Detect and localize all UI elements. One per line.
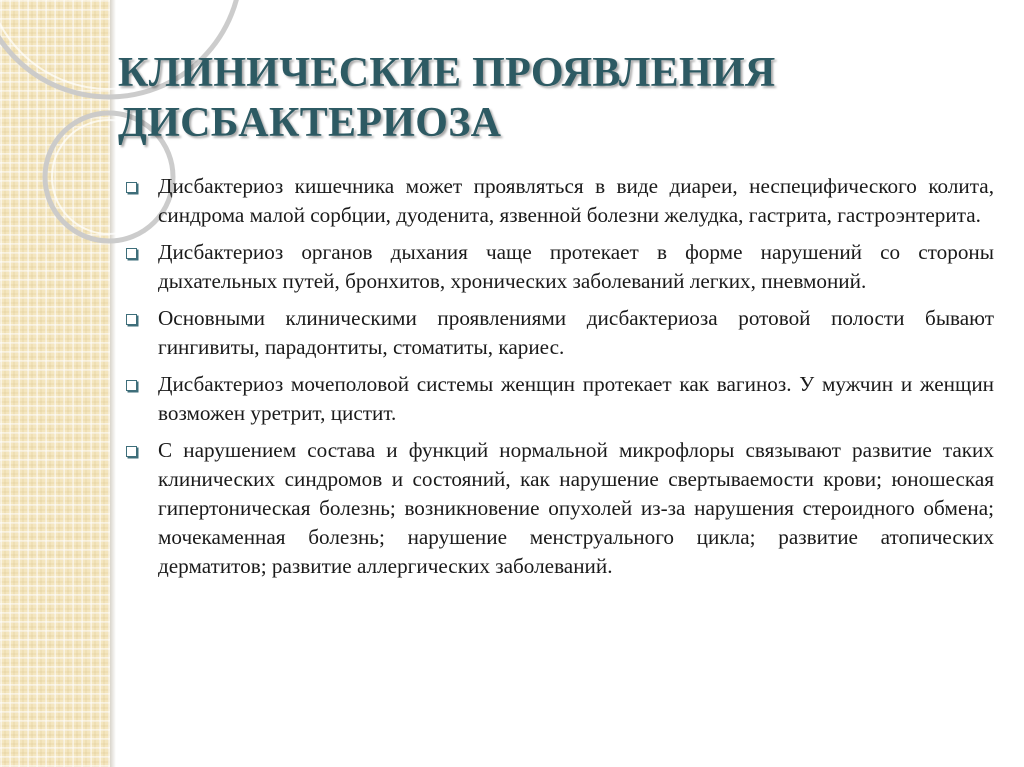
bullet-list (126, 172, 994, 589)
list-item-text: Дисбактериоз мочеполовой системы женщин протекает как вагиноз. У мужчин и женщин возможен уретрит, цистит. (158, 372, 994, 425)
list-item (126, 304, 994, 362)
list-item-text: Дисбактериоз органов дыхания чаще протекает в форме нарушений со стороны дыхательных путей, бронхитов, хронических заболеваний легких, пневмоний. (158, 240, 994, 293)
page-title (118, 48, 998, 148)
square-bullet-icon (126, 446, 137, 457)
list-item (126, 370, 994, 428)
square-bullet-icon (126, 314, 137, 325)
square-bullet-icon (126, 380, 137, 391)
square-bullet-icon (126, 182, 137, 193)
list-item (126, 172, 994, 230)
list-item-text: Дисбактериоз кишечника может проявляться в виде диареи, неспецифического колита, синдрома малой сорбции, дуоденита, язвенной болезни желудка, гастрита, гастроэнтерита. (158, 174, 994, 227)
list-item-text: С нарушением состава и функций нормальной микрофлоры связывают развитие таких клинических синдромов и состояний, как нарушение свертываемости крови; юношеская гипертоническая болезнь; возникновение опухолей из-за нарушения стероидного обмена; мочекаменная болезнь; нарушение менструального цикла; развитие атопических дерматитов; развитие аллергических заболеваний. (158, 438, 994, 578)
list-item (126, 238, 994, 296)
list-item (126, 436, 994, 581)
list-item-text: Основными клиническими проявлениями дисбактериоза ротовой полости бывают гингивиты, парадонтиты, стоматиты, кариес. (158, 306, 994, 359)
title-line-1: КЛИНИЧЕСКИЕ ПРОЯВЛЕНИЯ (118, 50, 776, 96)
title-line-2: ДИСБАКТЕРИОЗА (118, 100, 502, 146)
square-bullet-icon (126, 248, 137, 259)
